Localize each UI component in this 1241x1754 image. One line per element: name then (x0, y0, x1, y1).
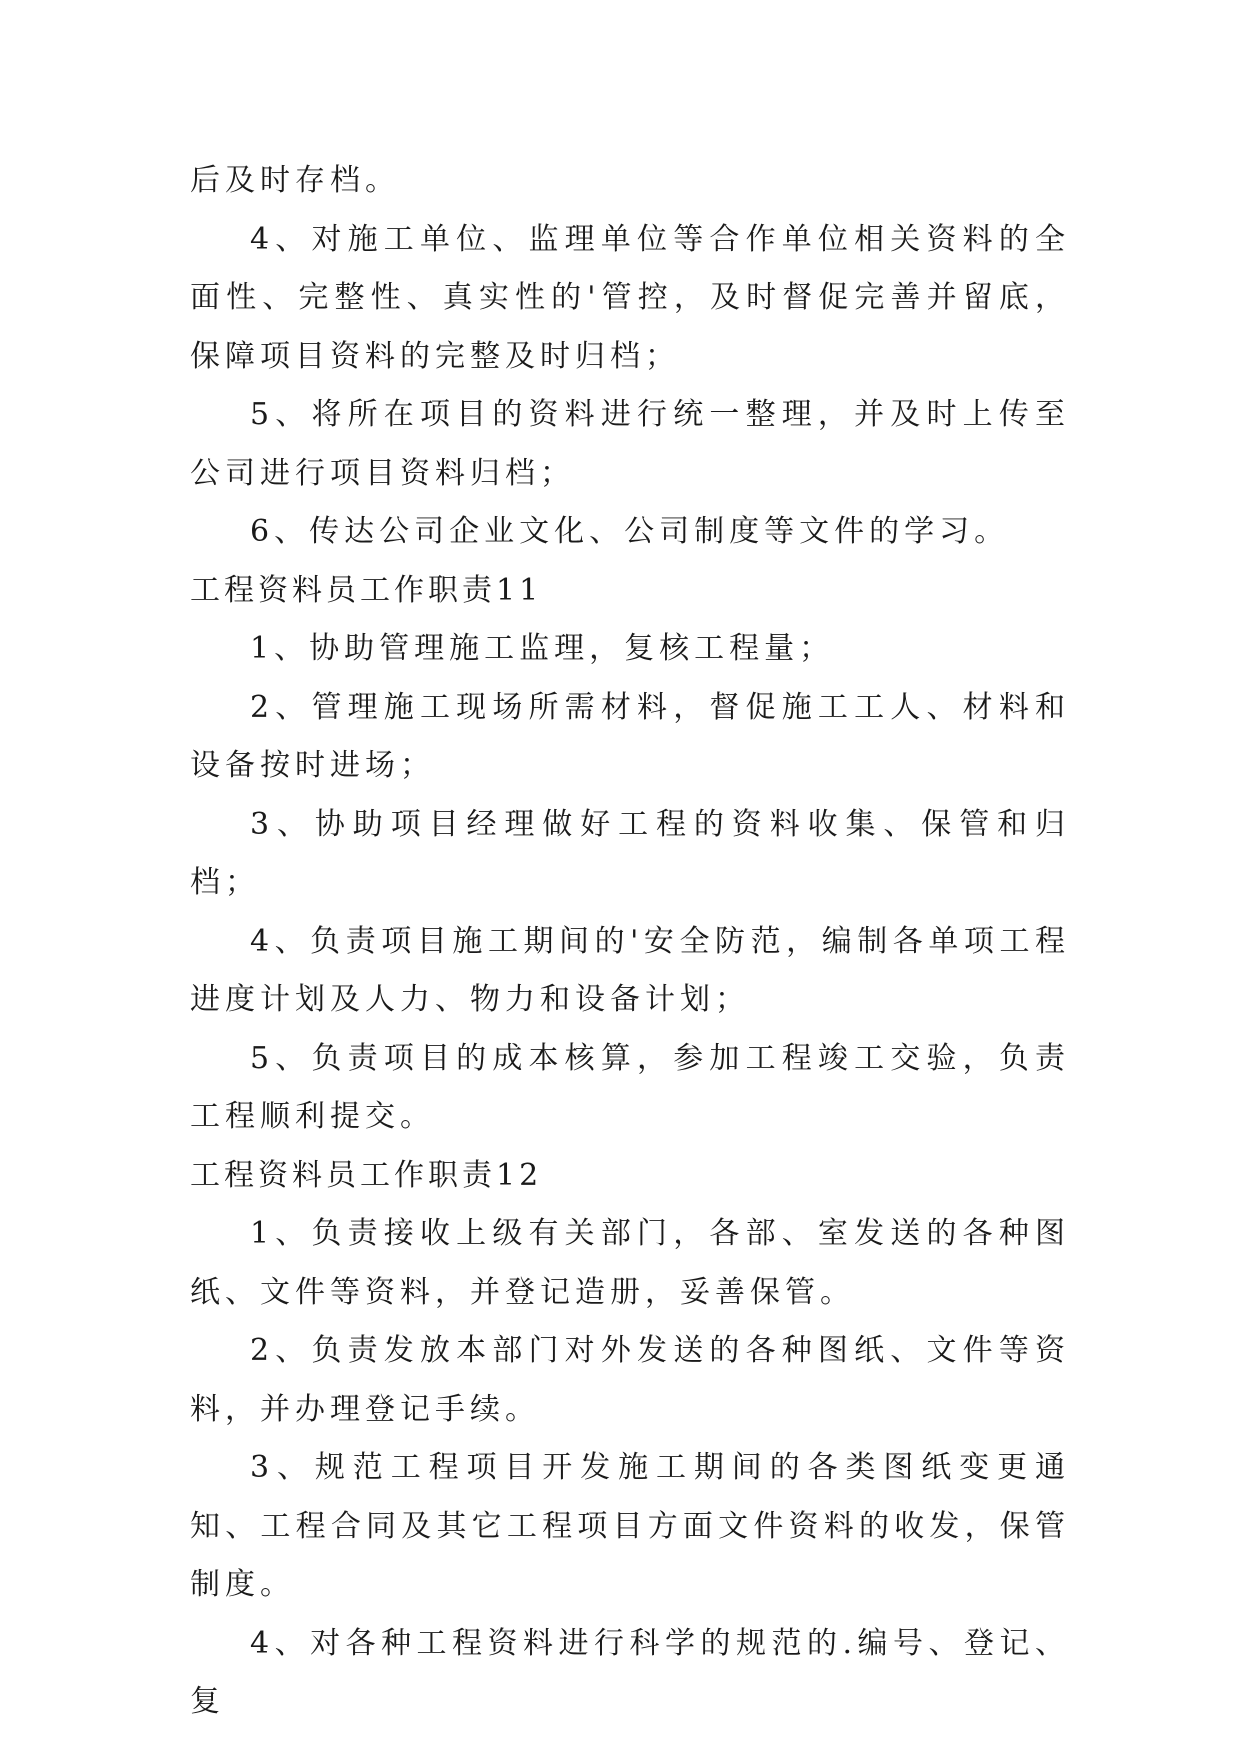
paragraph-item-5: 5、将所在项目的资料进行统一整理，并及时上传至公司进行项目资料归档； (190, 397, 1070, 491)
paragraph-item-4: 4、对施工单位、监理单位等合作单位相关资料的全面性、完整性、真实性的'管控，及时督促完善并留底，保障项目资料的完整及时归档； (190, 221, 1070, 374)
paragraph-item-2: 2、负责发放本部门对外发送的各种图纸、文件等资料，并办理登记手续。 (190, 1333, 1070, 1427)
paragraph-item-3: 3、规范工程项目开发施工期间的各类图纸变更通知、工程合同及其它工程项目方面文件资料的收发，保管制度。 (190, 1450, 1070, 1602)
paragraph-item-4: 4、负责项目施工期间的'安全防范，编制各单项工程进度计划及人力、物力和设备计划； (190, 923, 1070, 1017)
paragraph-item-1: 1、协助管理施工监理，复核工程量； (250, 631, 835, 666)
paragraph-item-4: 4、对各种工程资料进行科学的规范的.编号、登记、复 (190, 1625, 1070, 1719)
paragraph-item-6: 6、传达公司企业文化、公司制度等文件的学习。 (250, 514, 1010, 549)
section-heading-12: 工程资料员工作职责12 (190, 1157, 543, 1193)
paragraph-item-3: 3、协助项目经理做好工程的资料收集、保管和归档； (190, 806, 1070, 900)
paragraph-continuation: 后及时存档。 (190, 163, 400, 198)
paragraph-item-2: 2、管理施工现场所需材料，督促施工工人、材料和设备按时进场； (190, 689, 1070, 783)
section-heading-11: 工程资料员工作职责11 (190, 572, 543, 608)
paragraph-item-1: 1、负责接收上级有关部门，各部、室发送的各种图纸、文件等资料，并登记造册，妥善保管。 (190, 1216, 1070, 1310)
paragraph-item-5: 5、负责项目的成本核算，参加工程竣工交验，负责工程顺利提交。 (190, 1040, 1070, 1134)
document-body (190, 152, 1070, 1732)
